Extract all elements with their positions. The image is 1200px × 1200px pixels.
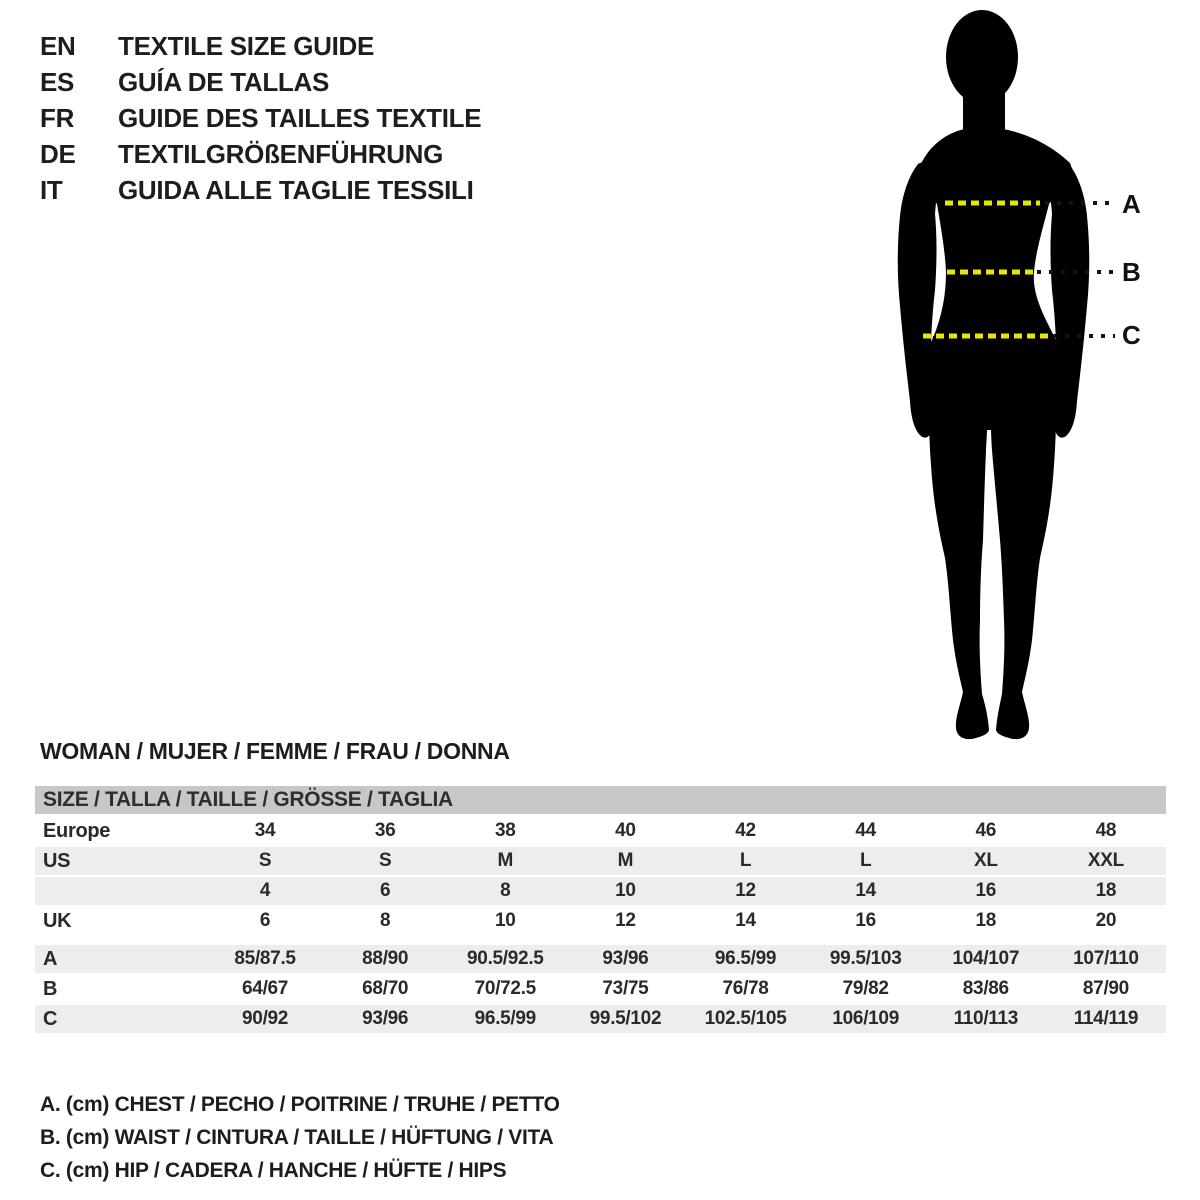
cell: L (739, 850, 752, 871)
cell: M (497, 850, 514, 871)
cell: 34 (254, 820, 276, 841)
cell: 42 (735, 820, 756, 841)
cell: 114/119 (1073, 1008, 1139, 1029)
cell: 10 (615, 880, 636, 901)
lang-code: ES (40, 66, 75, 97)
cell: 6 (380, 880, 391, 901)
cell: 70/72.5 (474, 978, 536, 999)
legend-hip: C. (cm) HIP / CADERA / HANCHE / HÜFTE / HIPS (40, 1158, 507, 1182)
marker-label-a: A (1122, 189, 1141, 219)
cell: 6 (259, 910, 271, 931)
cell: 38 (495, 820, 516, 841)
cell: 88/90 (362, 948, 409, 969)
lang-title: GUÍA DE TALLAS (118, 66, 330, 97)
lang-code: FR (40, 102, 75, 133)
cell: 99.5/103 (829, 948, 902, 969)
lang-code: DE (40, 138, 76, 169)
cell: 4 (259, 880, 271, 901)
woman-silhouette-figure (875, 0, 1200, 760)
cell: 16 (975, 880, 997, 901)
cell: 102.5/105 (704, 1008, 787, 1029)
cell: 20 (1095, 910, 1117, 931)
lang-title: TEXTILE SIZE GUIDE (118, 30, 375, 61)
row-label: UK (43, 909, 72, 932)
cell: 107/110 (1073, 948, 1139, 969)
cell: 10 (495, 910, 516, 931)
cell: 12 (735, 880, 756, 901)
row-label: C (43, 1007, 58, 1030)
cell: 93/96 (362, 1008, 409, 1029)
cell: 40 (615, 820, 636, 841)
table-row-us (35, 847, 1166, 877)
cell: 46 (975, 820, 997, 841)
legend-waist: B. (cm) WAIST / CINTURA / TAILLE / HÜFTUNG / VITA (40, 1125, 554, 1149)
marker-label-c: C (1122, 320, 1141, 350)
row-label: Europe (43, 819, 111, 842)
cell: S (258, 850, 272, 871)
cell: XXL (1087, 850, 1124, 871)
size-table-header: SIZE / TALLA / TAILLE / GRÖSSE / TAGLIA (35, 786, 1166, 814)
cell: 76/78 (722, 978, 769, 999)
cell: 96.5/99 (714, 948, 777, 969)
cell: XL (973, 850, 998, 871)
marker-label-b: B (1122, 257, 1141, 287)
cell: 14 (855, 880, 876, 901)
cell: M (617, 850, 634, 871)
table-row-chest-a (35, 945, 1166, 975)
cell: 16 (855, 910, 876, 931)
lang-title: TEXTILGRÖßENFÜHRUNG (118, 138, 444, 169)
lang-row-it (40, 172, 481, 208)
cell: 93/96 (602, 948, 649, 969)
woman-silhouette-svg (875, 0, 1200, 760)
cell: 64/67 (242, 978, 289, 999)
lang-code: EN (40, 30, 76, 61)
cell: 83/86 (962, 978, 1009, 999)
lang-title: GUIDE DES TAILLES TEXTILE (118, 102, 482, 133)
table-row-hip-c (35, 1005, 1166, 1035)
cell: 12 (615, 910, 636, 931)
language-list (40, 28, 481, 208)
cell: 85/87.5 (234, 948, 296, 969)
cell: 73/75 (602, 978, 649, 999)
silhouette-right-leg (991, 336, 1056, 739)
cell: 68/70 (362, 978, 409, 999)
cell: 8 (500, 880, 511, 901)
table-row-europe (35, 817, 1166, 847)
size-table-body (35, 817, 1166, 1035)
cell: 8 (380, 910, 391, 931)
lang-row-fr (40, 100, 481, 136)
table-row-waist-b (35, 975, 1166, 1005)
lang-code: IT (40, 174, 63, 205)
cell: 87/90 (1082, 978, 1129, 999)
cell: 90.5/92.5 (467, 948, 544, 969)
cell: L (860, 850, 872, 871)
cell: 18 (1095, 880, 1117, 901)
cell: 48 (1095, 820, 1117, 841)
size-table (35, 786, 1166, 1035)
row-label: US (43, 849, 71, 872)
cell: 110/113 (953, 1008, 1019, 1029)
silhouette-left-leg (929, 336, 989, 739)
row-label: A (43, 947, 58, 970)
cell: S (379, 850, 392, 871)
table-row-us-numeric (35, 877, 1166, 907)
lang-row-en (40, 28, 481, 64)
cell: 79/82 (842, 978, 889, 999)
cell: 106/109 (832, 1008, 899, 1029)
cell: 96.5/99 (474, 1008, 536, 1029)
row-label: B (43, 977, 58, 1000)
cell: 104/107 (952, 948, 1020, 969)
section-title: WOMAN / MUJER / FEMME / FRAU / DONNA (40, 738, 510, 764)
cell: 90/92 (242, 1008, 289, 1029)
cell: 18 (975, 910, 997, 931)
cell: 36 (374, 820, 396, 841)
cell: 14 (735, 910, 756, 931)
lang-row-es (40, 64, 481, 100)
cell: 44 (855, 820, 876, 841)
lang-row-de (40, 136, 481, 172)
legend-chest: A. (cm) CHEST / PECHO / POITRINE / TRUHE / PETTO (40, 1092, 560, 1116)
table-row-uk (35, 907, 1166, 937)
measurement-legend (40, 1088, 560, 1187)
cell: 99.5/102 (589, 1008, 662, 1029)
lang-title: GUIDA ALLE TAGLIE TESSILI (118, 174, 474, 205)
